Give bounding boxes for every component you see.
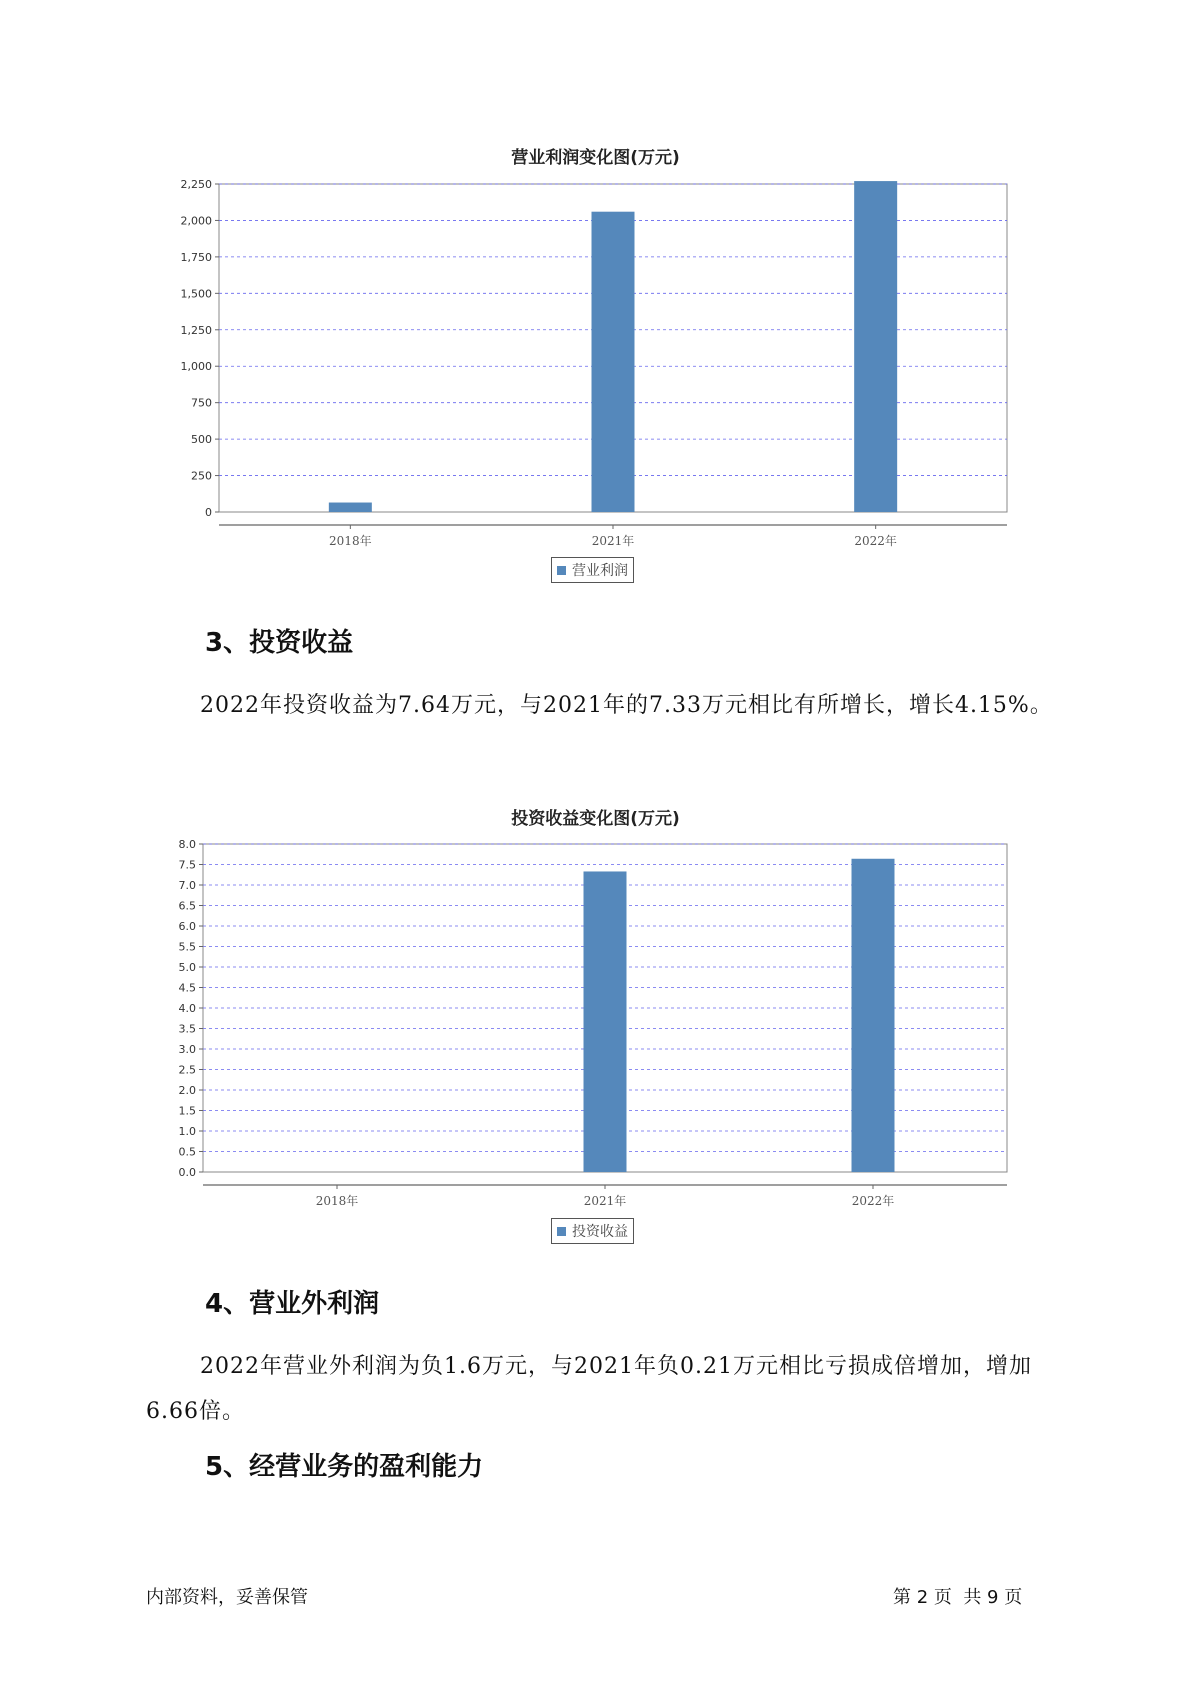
y-tick-label: 250 — [191, 469, 212, 483]
y-tick-label: 0.5 — [178, 1145, 196, 1159]
y-tick-label: 5.5 — [178, 940, 196, 954]
x-tick-label: 2021年 — [583, 1194, 627, 1208]
y-tick-label: 7.0 — [178, 879, 196, 892]
x-tick-label: 2021年 — [591, 534, 635, 548]
y-tick-label: 1,500 — [180, 287, 212, 301]
y-tick-label: 1,000 — [180, 360, 212, 374]
section5-heading: 5、经营业务的盈利能力 — [205, 1452, 484, 1482]
section3-paragraph: 2022年投资收益为7.64万元，与2021年的7.33万元相比有所增长，增长4.15%。 — [200, 693, 1053, 718]
section4-paragraph: 2022年营业外利润为负1.6万元，与2021年负0.21万元相比亏损成倍增加，增加6.66倍。 — [146, 1354, 1032, 1424]
y-tick-label: 8.0 — [178, 838, 196, 851]
y-tick-label: 750 — [191, 396, 212, 410]
section4-heading: 4、营业外利润 — [205, 1289, 380, 1319]
y-tick-label: 4.0 — [178, 1002, 196, 1015]
footer-confidential-note: 内部资料，妥善保管 — [146, 1587, 308, 1608]
y-tick-label: 5.0 — [178, 961, 196, 974]
chart2-title: 投资收益变化图(万元) — [511, 809, 680, 829]
y-tick-label: 3.0 — [178, 1043, 196, 1056]
y-tick-label: 6.5 — [178, 899, 196, 913]
chart2-legend — [551, 1218, 634, 1244]
y-tick-label: 2,250 — [180, 178, 212, 191]
section3-heading: 3、投资收益 — [205, 628, 354, 658]
footer-page-number: 第 2 页 共 9 页 — [893, 1587, 1023, 1608]
y-tick-label: 1.5 — [178, 1104, 196, 1118]
y-tick-label: 2,000 — [180, 214, 212, 228]
y-tick-label: 2.0 — [178, 1084, 196, 1097]
chart1-title: 营业利润变化图(万元) — [511, 148, 680, 168]
bar-2022年 — [852, 859, 895, 1172]
y-tick-label: 1.0 — [178, 1125, 196, 1138]
y-tick-label: 1,750 — [180, 250, 212, 264]
y-tick-label: 0 — [205, 506, 212, 519]
x-tick-label: 2022年 — [854, 534, 897, 548]
x-tick-label: 2018年 — [329, 534, 372, 548]
legend-label: 投资收益 — [572, 1224, 628, 1240]
bar-2021年 — [584, 871, 627, 1172]
x-tick-label: 2022年 — [851, 1194, 895, 1208]
y-tick-label: 6.0 — [178, 920, 196, 933]
legend-label: 营业利润 — [572, 563, 628, 579]
y-tick-label: 7.5 — [178, 858, 196, 872]
y-tick-label: 1,250 — [180, 323, 212, 337]
y-tick-label: 500 — [191, 433, 212, 447]
y-tick-label: 2.5 — [178, 1063, 196, 1077]
legend-swatch — [557, 1227, 566, 1236]
y-tick-label: 0.0 — [178, 1166, 196, 1179]
x-tick-label: 2018年 — [315, 1194, 359, 1208]
y-tick-label: 4.5 — [178, 981, 196, 995]
y-tick-label: 3.5 — [178, 1022, 196, 1036]
